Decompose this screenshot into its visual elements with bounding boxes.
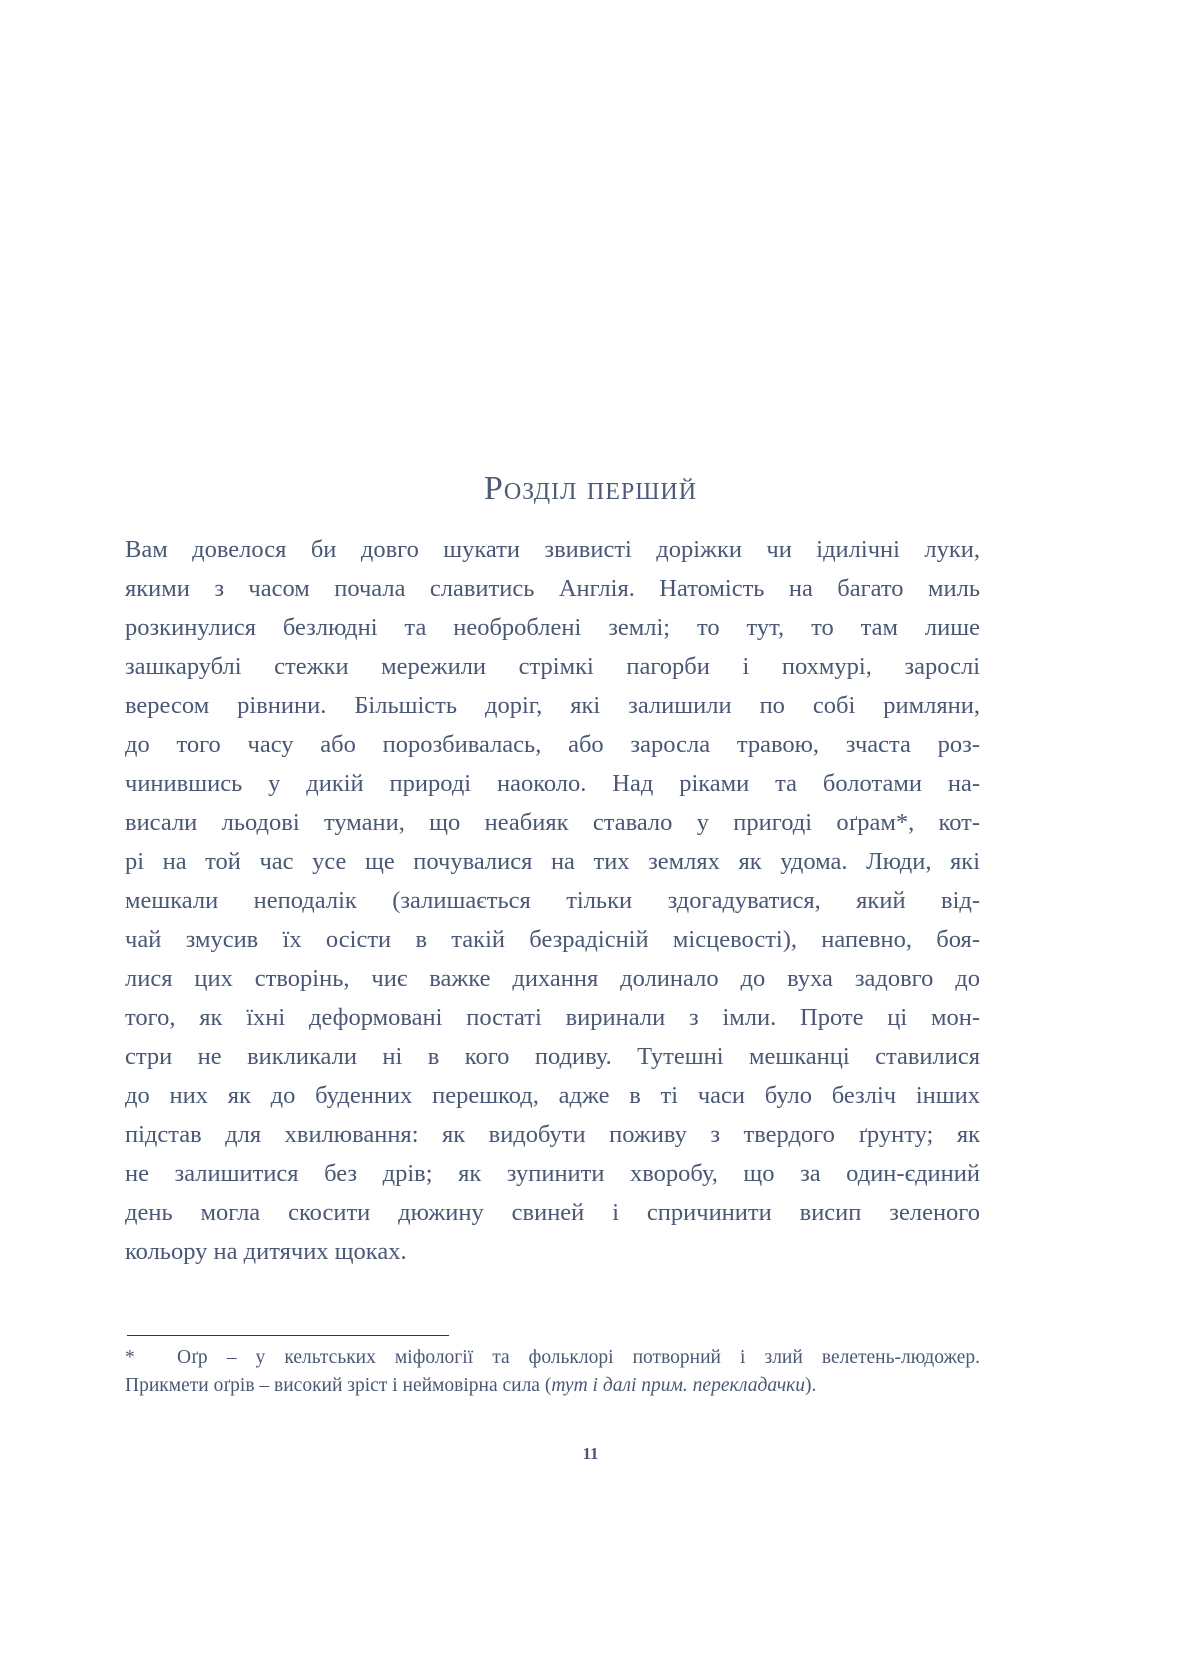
footnote-line-2	[125, 1372, 980, 1400]
footnote-marker: *	[125, 1347, 135, 1368]
body-line: чинившись у дикій природі наоколо. Над ріками та болотами на-	[125, 770, 980, 797]
body-line: стри не викликали ні в кого подиву. Тутешні мешканці ставилися	[125, 1043, 980, 1070]
body-line: висали льодові тумани, що неабияк ставало у пригоді оґрам*, кот-	[125, 809, 980, 836]
page-number: 11	[582, 1444, 599, 1463]
body-line: того, як їхні деформовані постаті виринали з імли. Проте ці мон-	[125, 1004, 980, 1031]
body-line: вересом рівнини. Більшість доріг, які залишили по собі римляни,	[125, 692, 980, 719]
body-line: день могла скосити дюжину свиней і спричинити висип зеленого	[125, 1199, 980, 1226]
translator-note: тут і далі прим. перекладачки	[551, 1375, 806, 1396]
body-line: рі на той час усе ще почувалися на тих землях як удома. Люди, які	[125, 848, 980, 875]
body-line: до них як до буденних перешкод, адже в ті часи було безліч інших	[125, 1082, 980, 1109]
footnote	[125, 1344, 980, 1400]
body-line: Вам довелося би довго шукати звивисті доріжки чи ідилічні луки,	[125, 536, 980, 563]
body-line: розкинулися безлюдні та необроблені землі; то тут, то там лише	[125, 614, 980, 641]
footnote-divider	[127, 1335, 449, 1336]
footnote-text-end: ).	[805, 1375, 817, 1396]
body-line: мешкали неподалік (залишається тільки здогадуватися, який від-	[125, 887, 980, 914]
body-line: не залишитися без дрів; як зупинити хворобу, що за один-єдиний	[125, 1160, 980, 1187]
body-line: до того часу або порозбивалась, або заросла травою, зчаста роз-	[125, 731, 980, 758]
body-line: зашкарублі стежки мережили стрімкі пагорби і похмурі, зарослі	[125, 653, 980, 680]
footnote-line-1	[125, 1344, 980, 1372]
body-paragraph	[125, 530, 980, 1271]
body-line: чай змусив їх осісти в такій безрадісній місцевості), напевно, боя-	[125, 926, 980, 953]
body-line: якими з часом почала славитись Англія. Натомість на багато миль	[125, 575, 980, 602]
body-line: кольору на дитячих щоках.	[125, 1238, 407, 1265]
chapter-title: Розділ перший	[483, 470, 698, 507]
body-line: лися цих створінь, чиє важке дихання долинало до вуха задовго до	[125, 965, 980, 992]
body-line: підстав для хвилювання: як видобути поживу з твердого ґрунту; як	[125, 1121, 980, 1148]
footnote-text: Оґр – у кельтських міфології та фольклорі потворний і злий велетень-людожер.	[177, 1347, 980, 1368]
footnote-text: Прикмети оґрів – високий зріст і неймовірна сила (	[125, 1375, 552, 1396]
